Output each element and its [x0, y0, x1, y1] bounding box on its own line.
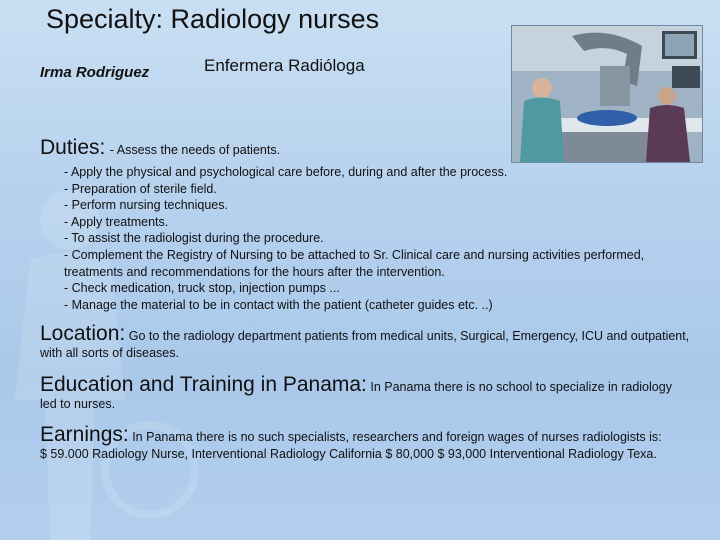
earnings-heading: Earnings: — [40, 423, 129, 446]
education-section — [40, 374, 690, 413]
duties-heading: Duties: — [40, 136, 106, 159]
list-item: - Apply treatments. — [64, 214, 169, 229]
location-text: Go to the radiology department patients from medical units, Surgical, Emergency, ICU and outpatient, with all sorts of diseases. — [40, 329, 690, 360]
location-section — [40, 323, 690, 362]
list-item: - Perform nursing techniques. — [64, 198, 228, 213]
slide-title: Specialty: Radiology nurses — [46, 4, 380, 34]
earnings-detail: $ 59.000 Radiology Nurse, Interventional Radiology California $ 80,000 $ 93,000 Interventional Radiology Texa. — [40, 447, 657, 461]
education-heading: Education and Training in Panama: — [40, 373, 367, 396]
list-item: - Preparation of sterile field. — [64, 181, 217, 196]
list-item: - Complement the Registry of Nursing to be attached to Sr. Clinical care and nursing activities performed, treatments and recommendations for the hours after the intervention. — [64, 247, 645, 279]
education-text: In Panama there is no school to specialize in radiology led to nurses. — [40, 380, 672, 411]
author-name: Irma Rodriguez — [40, 64, 150, 81]
list-item: - Check medication, truck stop, injection pumps ... — [64, 281, 340, 296]
list-item: - Manage the material to be in contact with the patient (catheter guides etc. ..) — [64, 297, 493, 312]
subtitle: Enfermera Radióloga — [204, 56, 365, 75]
duties-intro: - Assess the needs of patients. — [109, 143, 281, 157]
list-item: - To assist the radiologist during the procedure. — [64, 231, 324, 246]
duties-list — [64, 164, 684, 313]
radiology-room-photo — [511, 25, 703, 163]
location-heading: Location: — [40, 322, 126, 345]
list-item: - Apply the physical and psychological care before, during and after the process. — [64, 165, 508, 179]
duties-heading-line — [40, 136, 510, 160]
earnings-text: In Panama there is no such specialists, researchers and foreign wages of nurses radiologists is: — [132, 430, 662, 444]
earnings-section — [40, 424, 690, 463]
